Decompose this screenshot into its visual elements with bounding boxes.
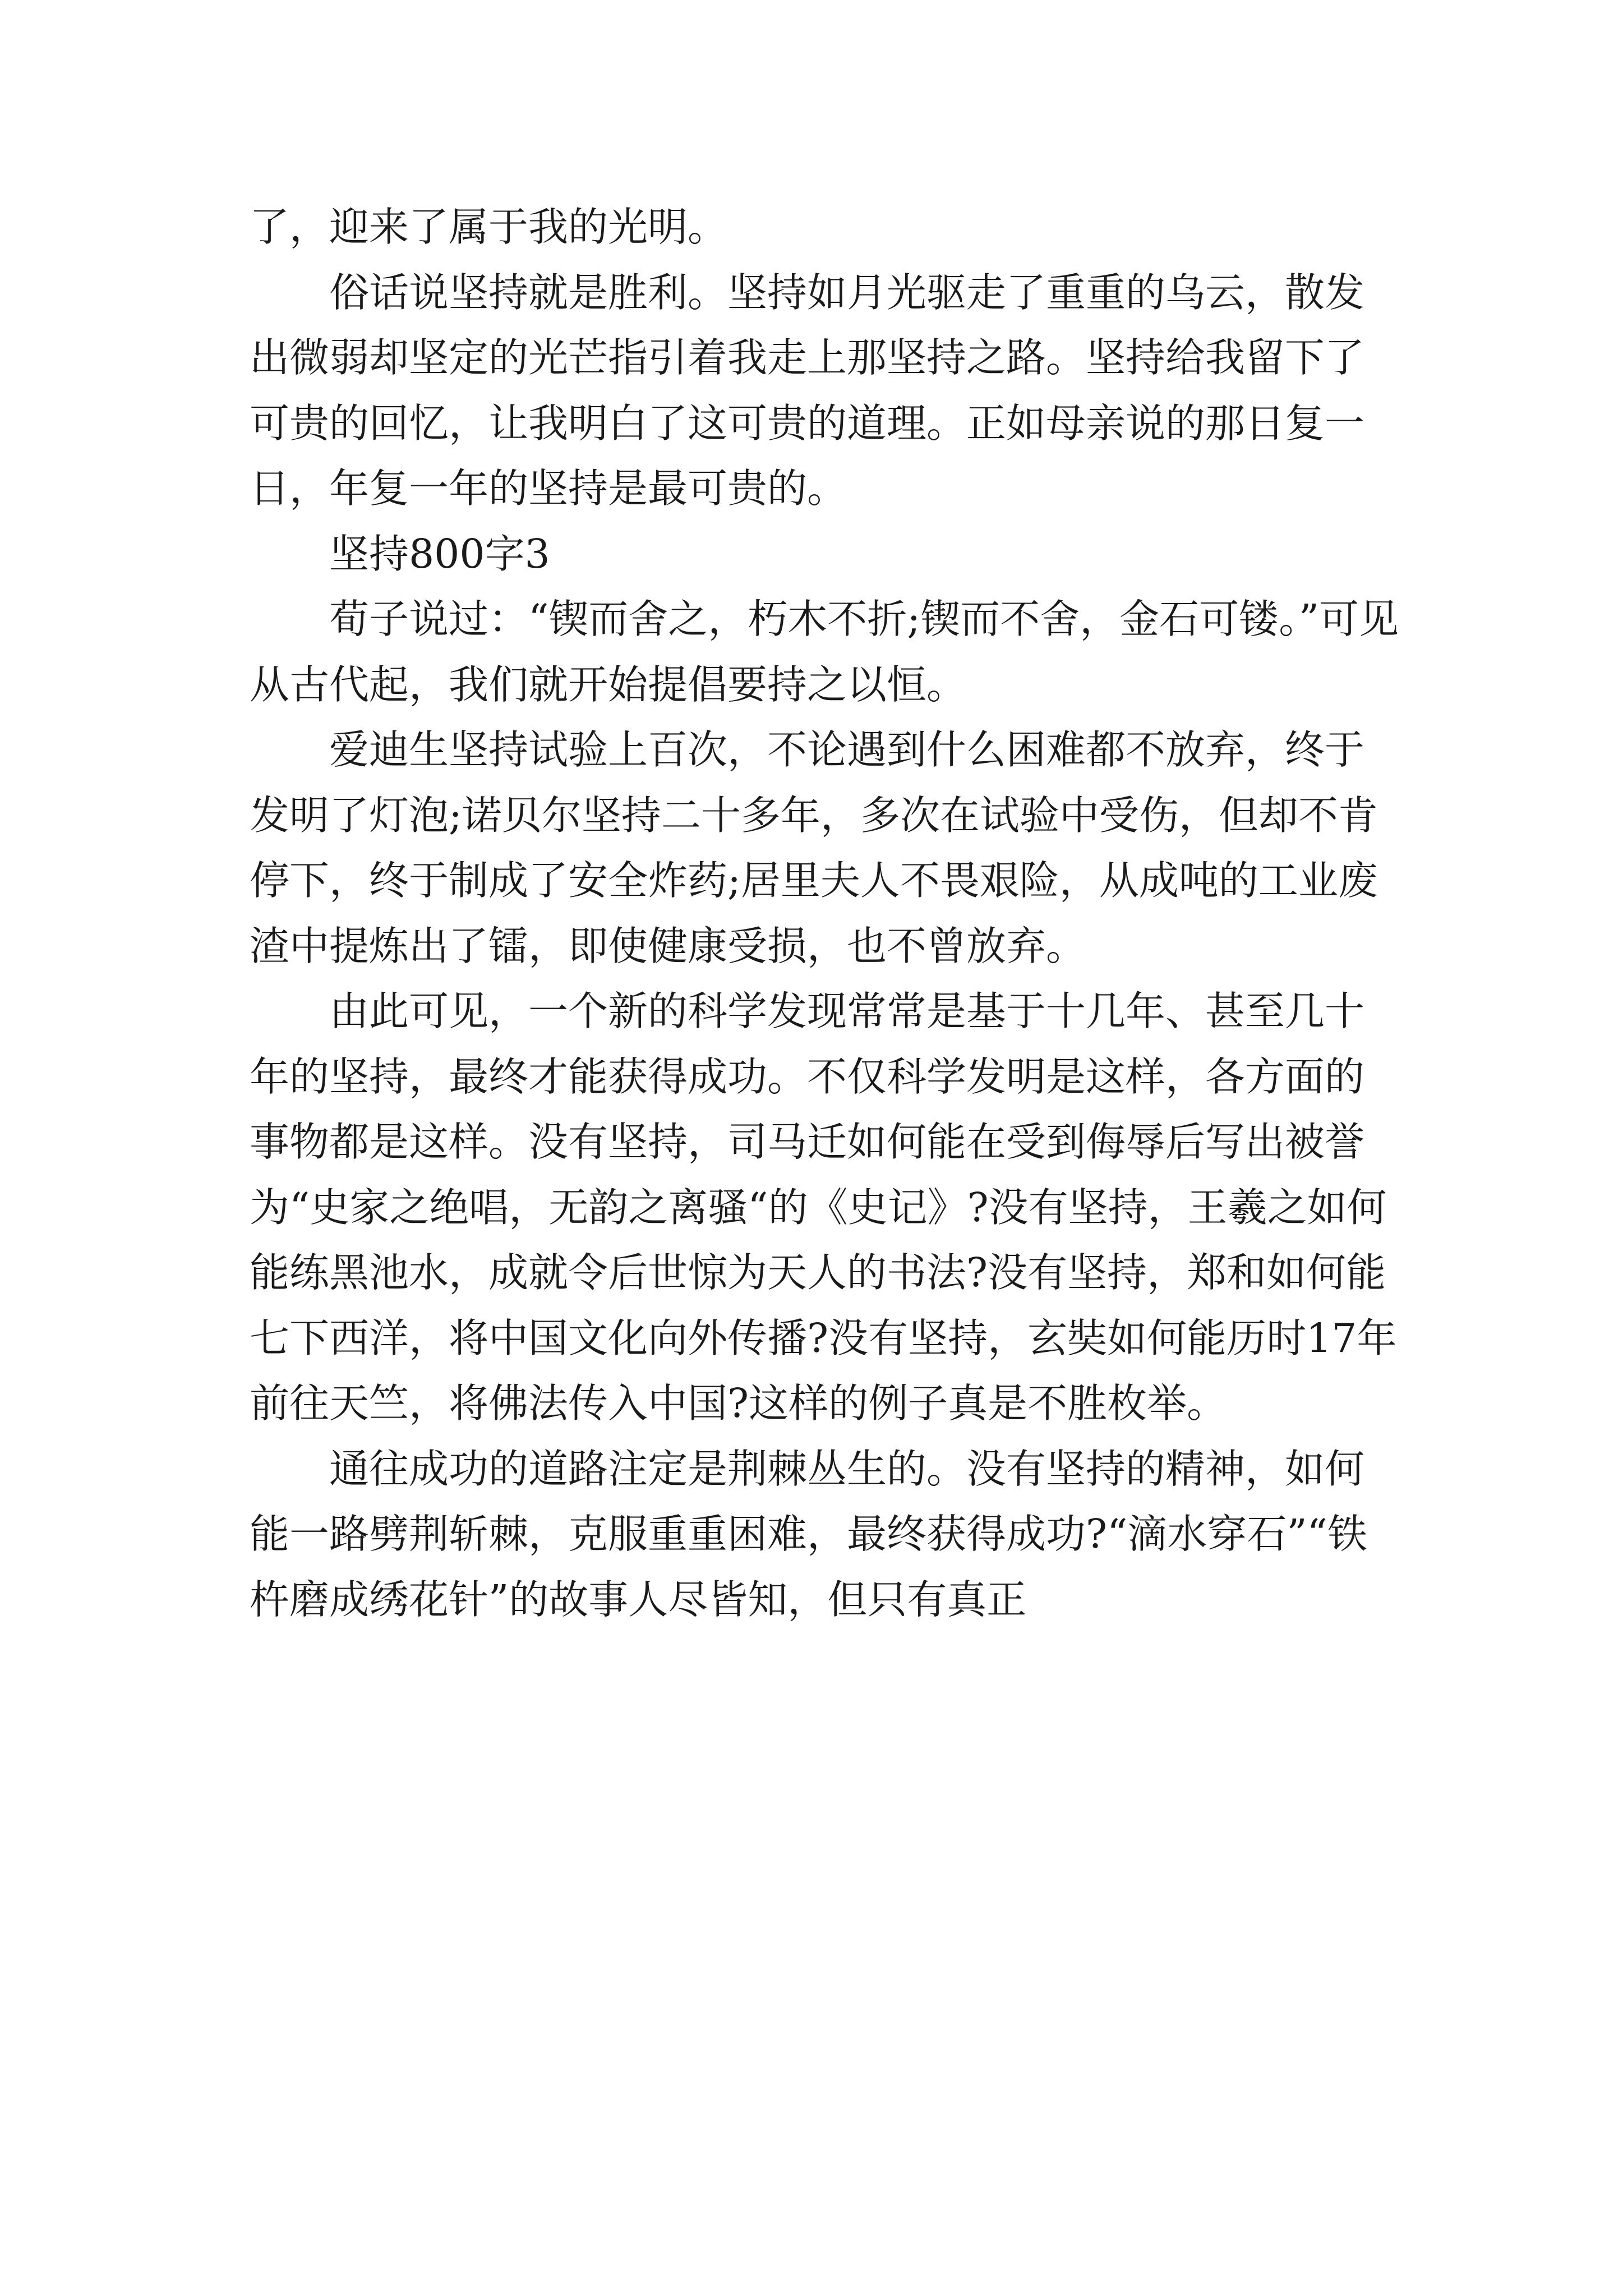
paragraph: 爱迪生坚持试验上百次，不论遇到什么困难都不放弃，终于发明了灯泡;诺贝尔坚持二十多年，多次在试验中受伤，但却不肯停下，终于制成了安全炸药;居里夫人不畏艰险，从成吨的工业废渣中提炼出了镭，即使健康受损，也不曾放弃。 xyxy=(250,726,1378,969)
paragraph: 荀子说过：“锲而舍之，朽木不折;锲而不舍，金石可镂。”可见从古代起，我们就开始提倡要持之以恒。 xyxy=(250,596,1399,708)
paragraph: 通往成功的道路注定是荆棘丛生的。没有坚持的精神，如何能一路劈荆斩棘，克服重重困难，最终获得成功?“滴水穿石”“铁杵磨成绣花针”的故事人尽皆知，但只有真正 xyxy=(250,1445,1367,1623)
paragraph: 俗话说坚持就是胜利。坚持如月光驱走了重重的乌云，散发出微弱却坚定的光芒指引着我走上那坚持之路。坚持给我留下了可贵的回忆，让我明白了这可贵的道理。正如母亲说的那日复一日，年复一年的坚持是最可贵的。 xyxy=(250,269,1365,512)
section-heading: 坚持800字3 xyxy=(329,530,550,577)
paragraph: 由此可见，一个新的科学发现常常是基于十几年、甚至几十年的坚持，最终才能获得成功。不仅科学发明是这样，各方面的事物都是这样。没有坚持，司马迁如何能在受到侮辱后写出被誉为“史家之绝唱，无韵之离骚“的《史记》?没有坚持，王羲之如何能练黑池水，成就令后世惊为天人的书法?没有坚持，郑和如何能七下西洋，将中国文化向外传播?没有坚持，玄奘如何能历时17年前往天竺，将佛法传入中国?这样的例子真是不胜枚举。 xyxy=(250,988,1397,1427)
document-body xyxy=(250,195,1399,1632)
paragraph: 了，迎来了属于我的光明。 xyxy=(250,204,728,250)
